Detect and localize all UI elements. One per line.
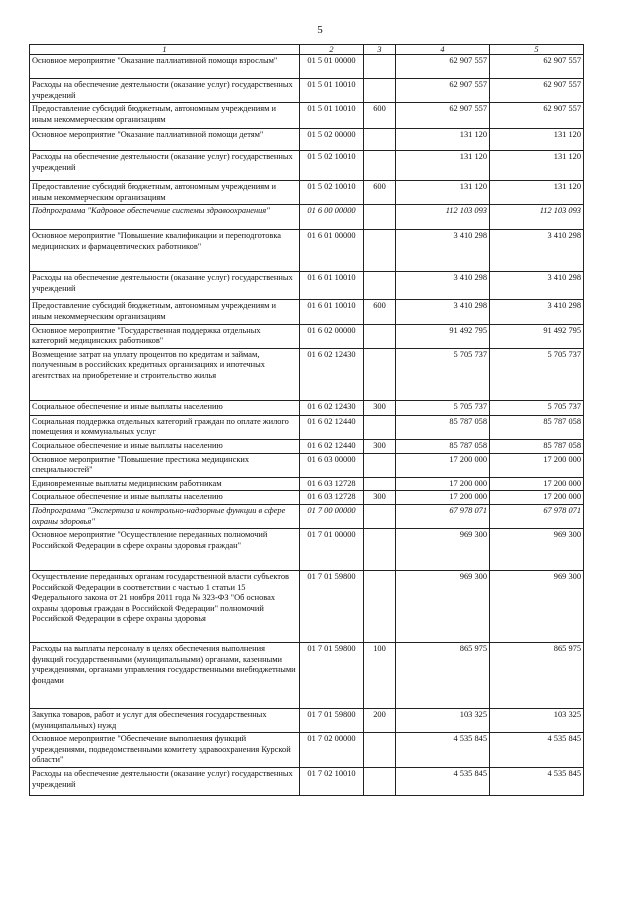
row-name-cell: Расходы на обеспечение деятельности (оказание услуг) государственных учреждений — [30, 768, 300, 796]
row-type-cell: 600 — [364, 103, 396, 129]
row-amount-1-cell: 103 325 — [396, 709, 490, 733]
header-col-name: 1 — [30, 45, 300, 55]
row-amount-1-cell: 131 120 — [396, 129, 490, 151]
row-amount-2-cell: 131 120 — [490, 151, 584, 181]
row-amount-1-cell: 17 200 000 — [396, 477, 490, 491]
row-code-cell: 01 5 01 10010 — [300, 103, 364, 129]
row-amount-2-cell: 62 907 557 — [490, 103, 584, 129]
row-code-cell: 01 6 01 00000 — [300, 230, 364, 272]
row-amount-1-cell: 131 120 — [396, 181, 490, 205]
row-type-cell — [364, 272, 396, 300]
table-row — [30, 477, 584, 491]
row-amount-1-cell: 865 975 — [396, 643, 490, 709]
row-type-cell — [364, 151, 396, 181]
row-amount-1-cell: 62 907 557 — [396, 55, 490, 79]
row-amount-2-cell: 112 103 093 — [490, 205, 584, 230]
row-type-cell — [364, 415, 396, 439]
row-amount-2-cell: 91 492 795 — [490, 324, 584, 348]
table-row — [30, 230, 584, 272]
row-type-cell: 300 — [364, 400, 396, 415]
row-amount-2-cell: 62 907 557 — [490, 55, 584, 79]
row-amount-2-cell: 5 705 737 — [490, 400, 584, 415]
table-row — [30, 768, 584, 796]
row-code-cell: 01 6 03 12728 — [300, 477, 364, 491]
table-row — [30, 529, 584, 571]
row-type-cell — [364, 205, 396, 230]
row-amount-2-cell: 3 410 298 — [490, 300, 584, 324]
row-name-cell: Основное мероприятие "Осуществление переданных полномочий Российской Федерации в сфере охраны здоровья граждан" — [30, 529, 300, 571]
row-amount-1-cell: 3 410 298 — [396, 300, 490, 324]
row-type-cell — [364, 55, 396, 79]
table-row — [30, 272, 584, 300]
row-amount-2-cell: 969 300 — [490, 571, 584, 643]
table-row — [30, 415, 584, 439]
row-amount-1-cell: 85 787 058 — [396, 439, 490, 453]
row-code-cell: 01 6 02 00000 — [300, 324, 364, 348]
row-amount-2-cell: 969 300 — [490, 529, 584, 571]
row-code-cell: 01 6 01 10010 — [300, 272, 364, 300]
row-name-cell: Единовременные выплаты медицинским работникам — [30, 477, 300, 491]
row-amount-1-cell: 85 787 058 — [396, 415, 490, 439]
row-name-cell: Социальное обеспечение и иные выплаты населению — [30, 491, 300, 505]
row-code-cell: 01 7 00 00000 — [300, 504, 364, 528]
row-amount-2-cell: 62 907 557 — [490, 79, 584, 103]
row-amount-2-cell: 131 120 — [490, 129, 584, 151]
row-code-cell: 01 6 02 12430 — [300, 400, 364, 415]
header-row — [30, 45, 584, 55]
row-type-cell: 100 — [364, 643, 396, 709]
row-name-cell: Социальное обеспечение и иные выплаты населению — [30, 400, 300, 415]
header-col-type: 3 — [364, 45, 396, 55]
header-col-code: 2 — [300, 45, 364, 55]
row-code-cell: 01 7 02 00000 — [300, 733, 364, 768]
row-code-cell: 01 6 02 12440 — [300, 439, 364, 453]
row-code-cell: 01 7 01 00000 — [300, 529, 364, 571]
row-name-cell: Закупка товаров, работ и услуг для обеспечения государственных (муниципальных) нужд — [30, 709, 300, 733]
row-amount-2-cell: 131 120 — [490, 181, 584, 205]
row-code-cell: 01 5 02 10010 — [300, 151, 364, 181]
table-row — [30, 709, 584, 733]
row-name-cell: Возмещение затрат на уплату процентов по кредитам и займам, полученным в российских кредитных организациях и ипотечных агентствах на приобретение и строительство жилья — [30, 348, 300, 400]
row-amount-2-cell: 3 410 298 — [490, 272, 584, 300]
table-row — [30, 504, 584, 528]
row-amount-1-cell: 17 200 000 — [396, 453, 490, 477]
row-name-cell: Основное мероприятие "Оказание паллиативной помощи взрослым" — [30, 55, 300, 79]
row-code-cell: 01 6 01 10010 — [300, 300, 364, 324]
table-row — [30, 129, 584, 151]
budget-table — [29, 44, 584, 796]
row-code-cell: 01 5 01 10010 — [300, 79, 364, 103]
row-code-cell: 01 7 01 59800 — [300, 709, 364, 733]
table-row — [30, 55, 584, 79]
row-amount-2-cell: 17 200 000 — [490, 491, 584, 505]
row-amount-2-cell: 17 200 000 — [490, 477, 584, 491]
row-type-cell: 300 — [364, 491, 396, 505]
table-row — [30, 181, 584, 205]
row-name-cell: Расходы на обеспечение деятельности (оказание услуг) государственных учреждений — [30, 79, 300, 103]
row-amount-1-cell: 62 907 557 — [396, 79, 490, 103]
row-name-cell: Предоставление субсидий бюджетным, автономным учреждениям и иным некоммерческим организациям — [30, 300, 300, 324]
row-name-cell: Основное мероприятие "Оказание паллиативной помощи детям" — [30, 129, 300, 151]
row-amount-1-cell: 3 410 298 — [396, 230, 490, 272]
row-type-cell: 200 — [364, 709, 396, 733]
row-code-cell: 01 6 00 00000 — [300, 205, 364, 230]
row-amount-1-cell: 131 120 — [396, 151, 490, 181]
row-amount-2-cell: 3 410 298 — [490, 230, 584, 272]
table-row — [30, 453, 584, 477]
row-type-cell — [364, 129, 396, 151]
row-code-cell: 01 7 02 10010 — [300, 768, 364, 796]
row-amount-1-cell: 67 978 071 — [396, 504, 490, 528]
row-amount-2-cell: 4 535 845 — [490, 768, 584, 796]
table-row — [30, 400, 584, 415]
table-row — [30, 643, 584, 709]
table-row — [30, 79, 584, 103]
row-type-cell — [364, 348, 396, 400]
row-name-cell: Социальная поддержка отдельных категорий граждан по оплате жилого помещения и коммунальных услуг — [30, 415, 300, 439]
table-header — [30, 45, 584, 55]
row-name-cell: Предоставление субсидий бюджетным, автономным учреждениям и иным некоммерческим организациям — [30, 181, 300, 205]
row-amount-1-cell: 969 300 — [396, 571, 490, 643]
table-row — [30, 733, 584, 768]
table-row — [30, 205, 584, 230]
row-name-cell: Расходы на выплаты персоналу в целях обеспечения выполнения функций государственными (муниципальными) органами, казенными учреждениями, органами управления государственными внебюджетными фондами — [30, 643, 300, 709]
table-body — [30, 55, 584, 796]
row-type-cell: 600 — [364, 181, 396, 205]
row-type-cell — [364, 529, 396, 571]
page-number: 5 — [317, 24, 323, 36]
row-code-cell: 01 5 02 10010 — [300, 181, 364, 205]
row-type-cell — [364, 571, 396, 643]
table-row — [30, 348, 584, 400]
row-type-cell — [364, 453, 396, 477]
row-name-cell: Основное мероприятие "Повышение престижа медицинских специальностей" — [30, 453, 300, 477]
row-name-cell: Подпрограмма "Кадровое обеспечение системы здравоохранения" — [30, 205, 300, 230]
row-amount-2-cell: 85 787 058 — [490, 439, 584, 453]
table-row — [30, 571, 584, 643]
row-amount-1-cell: 3 410 298 — [396, 272, 490, 300]
row-amount-1-cell: 91 492 795 — [396, 324, 490, 348]
row-amount-1-cell: 112 103 093 — [396, 205, 490, 230]
row-amount-2-cell: 865 975 — [490, 643, 584, 709]
row-amount-1-cell: 62 907 557 — [396, 103, 490, 129]
row-type-cell — [364, 79, 396, 103]
row-name-cell: Расходы на обеспечение деятельности (оказание услуг) государственных учреждений — [30, 272, 300, 300]
row-type-cell — [364, 733, 396, 768]
row-type-cell: 600 — [364, 300, 396, 324]
row-name-cell: Предоставление субсидий бюджетным, автономным учреждениям и иным некоммерческим организациям — [30, 103, 300, 129]
row-amount-1-cell: 4 535 845 — [396, 768, 490, 796]
row-amount-1-cell: 969 300 — [396, 529, 490, 571]
table-row — [30, 103, 584, 129]
header-col-amount-2: 5 — [490, 45, 584, 55]
row-code-cell: 01 5 02 00000 — [300, 129, 364, 151]
table-row — [30, 439, 584, 453]
row-code-cell: 01 6 02 12430 — [300, 348, 364, 400]
row-type-cell — [364, 504, 396, 528]
row-code-cell: 01 7 01 59800 — [300, 643, 364, 709]
row-type-cell — [364, 768, 396, 796]
row-type-cell — [364, 230, 396, 272]
row-amount-2-cell: 103 325 — [490, 709, 584, 733]
row-amount-1-cell: 5 705 737 — [396, 348, 490, 400]
row-amount-1-cell: 5 705 737 — [396, 400, 490, 415]
table-row — [30, 151, 584, 181]
row-name-cell: Подпрограмма "Экспертиза и контрольно-надзорные функции в сфере охраны здоровья" — [30, 504, 300, 528]
row-amount-2-cell: 67 978 071 — [490, 504, 584, 528]
row-code-cell: 01 5 01 00000 — [300, 55, 364, 79]
row-code-cell: 01 6 02 12440 — [300, 415, 364, 439]
row-amount-1-cell: 17 200 000 — [396, 491, 490, 505]
table-row — [30, 491, 584, 505]
row-name-cell: Расходы на обеспечение деятельности (оказание услуг) государственных учреждений — [30, 151, 300, 181]
row-type-cell — [364, 324, 396, 348]
header-col-amount-1: 4 — [396, 45, 490, 55]
row-amount-2-cell: 5 705 737 — [490, 348, 584, 400]
row-type-cell: 300 — [364, 439, 396, 453]
row-amount-2-cell: 17 200 000 — [490, 453, 584, 477]
table-row — [30, 324, 584, 348]
row-code-cell: 01 6 03 12728 — [300, 491, 364, 505]
row-type-cell — [364, 477, 396, 491]
row-amount-1-cell: 4 535 845 — [396, 733, 490, 768]
row-code-cell: 01 7 01 59800 — [300, 571, 364, 643]
row-code-cell: 01 6 03 00000 — [300, 453, 364, 477]
row-name-cell: Осуществление переданных органам государственной власти субъектов Российской Федерации в соответствии с частью 1 статьи 15 Федерального закона от 21 ноября 2011 года № 323-ФЗ "Об основах охраны здоровья граждан в Российской Федерации" полномочий Российской Федерации в сфере охраны здоровья — [30, 571, 300, 643]
table-row — [30, 300, 584, 324]
row-name-cell: Основное мероприятие "Обеспечение выполнения функций учреждениями, подведомственными комитету здравоохранения Курской области" — [30, 733, 300, 768]
row-name-cell: Основное мероприятие "Государственная поддержка отдельных категорий медицинских работников" — [30, 324, 300, 348]
row-name-cell: Основное мероприятие "Повышение квалификации и переподготовка медицинских и фармацевтических работников" — [30, 230, 300, 272]
row-amount-2-cell: 85 787 058 — [490, 415, 584, 439]
row-name-cell: Социальное обеспечение и иные выплаты населению — [30, 439, 300, 453]
row-amount-2-cell: 4 535 845 — [490, 733, 584, 768]
